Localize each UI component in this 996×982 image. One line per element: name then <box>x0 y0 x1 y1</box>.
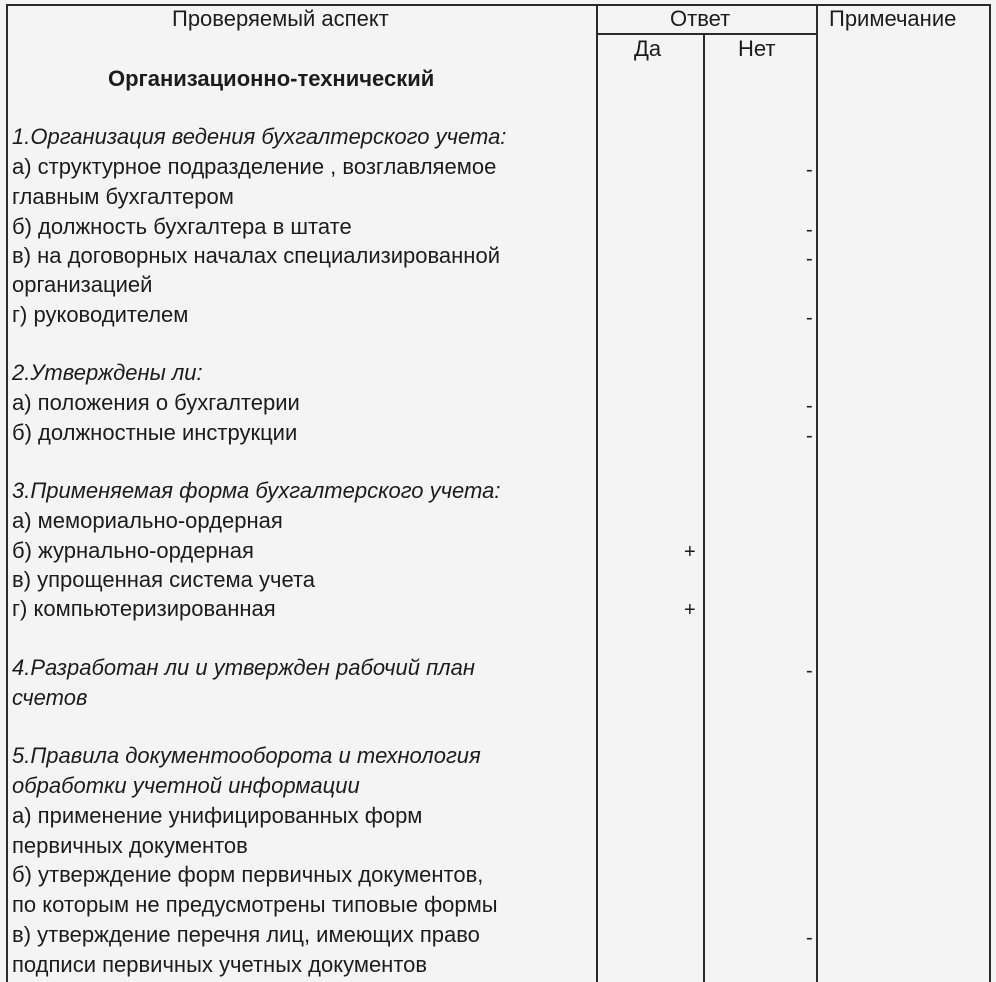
answer-line: по которым не предусмотрены типовые формы <box>12 892 498 917</box>
question-line: 3.Применяемая форма бухгалтерского учета: <box>12 478 501 503</box>
answer-line: в) утверждение перечня лиц, имеющих право <box>12 922 480 947</box>
yes-mark: + <box>684 599 696 621</box>
no-mark: - <box>806 159 813 181</box>
header-aspect: Проверяемый аспект <box>172 6 389 31</box>
no-mark: - <box>806 248 813 270</box>
column-divider-aspect <box>596 4 598 982</box>
question-line: 4.Разработан ли и утвержден рабочий план <box>12 655 475 680</box>
answer-line: б) журнально-ордерная <box>12 538 254 563</box>
answer-line: первичных документов <box>12 833 248 858</box>
no-mark: - <box>806 219 813 241</box>
no-mark: - <box>806 395 813 417</box>
answer-line: а) применение унифицированных форм <box>12 803 423 828</box>
yes-mark: + <box>684 541 696 563</box>
answer-line: а) мемориально-ордерная <box>12 508 283 533</box>
question-line: 5.Правила документооборота и технология <box>12 743 481 768</box>
no-mark: - <box>806 660 813 682</box>
answer-line: г) компьютеризированная <box>12 596 276 621</box>
column-divider-yes-no <box>703 34 705 982</box>
question-line: счетов <box>12 685 88 710</box>
answer-line: в) на договорных началах специализированной <box>12 243 500 268</box>
answer-line: главным бухгалтером <box>12 184 234 209</box>
no-mark: - <box>806 307 813 329</box>
answer-line: организацией <box>12 272 153 297</box>
answer-line: г) руководителем <box>12 302 189 327</box>
answer-line: а) структурное подразделение , возглавляемое <box>12 154 497 179</box>
answer-line: б) должностные инструкции <box>12 420 298 445</box>
answer-line: б) должность бухгалтера в штате <box>12 214 352 239</box>
section-title: Организационно-технический <box>108 66 435 91</box>
header-note: Примечание <box>829 6 957 31</box>
column-divider-answer-note <box>816 4 818 982</box>
question-line: 2.Утверждены ли: <box>12 360 203 385</box>
answer-line: а) положения о бухгалтерии <box>12 390 300 415</box>
no-mark: - <box>806 425 813 447</box>
table-border-left <box>6 4 8 982</box>
table-border-right <box>989 4 991 982</box>
no-mark: - <box>806 927 813 949</box>
question-line: 1.Организация ведения бухгалтерского учета: <box>12 124 507 149</box>
header-no: Нет <box>738 36 776 61</box>
answer-line: в) упрощенная система учета <box>12 567 316 592</box>
header-answer: Ответ <box>670 6 731 31</box>
question-line: обработки учетной информации <box>12 773 360 798</box>
header-yes: Да <box>634 36 662 61</box>
answer-line: подписи первичных учетных документов <box>12 952 428 977</box>
answer-line: б) утверждение форм первичных документов, <box>12 862 484 887</box>
